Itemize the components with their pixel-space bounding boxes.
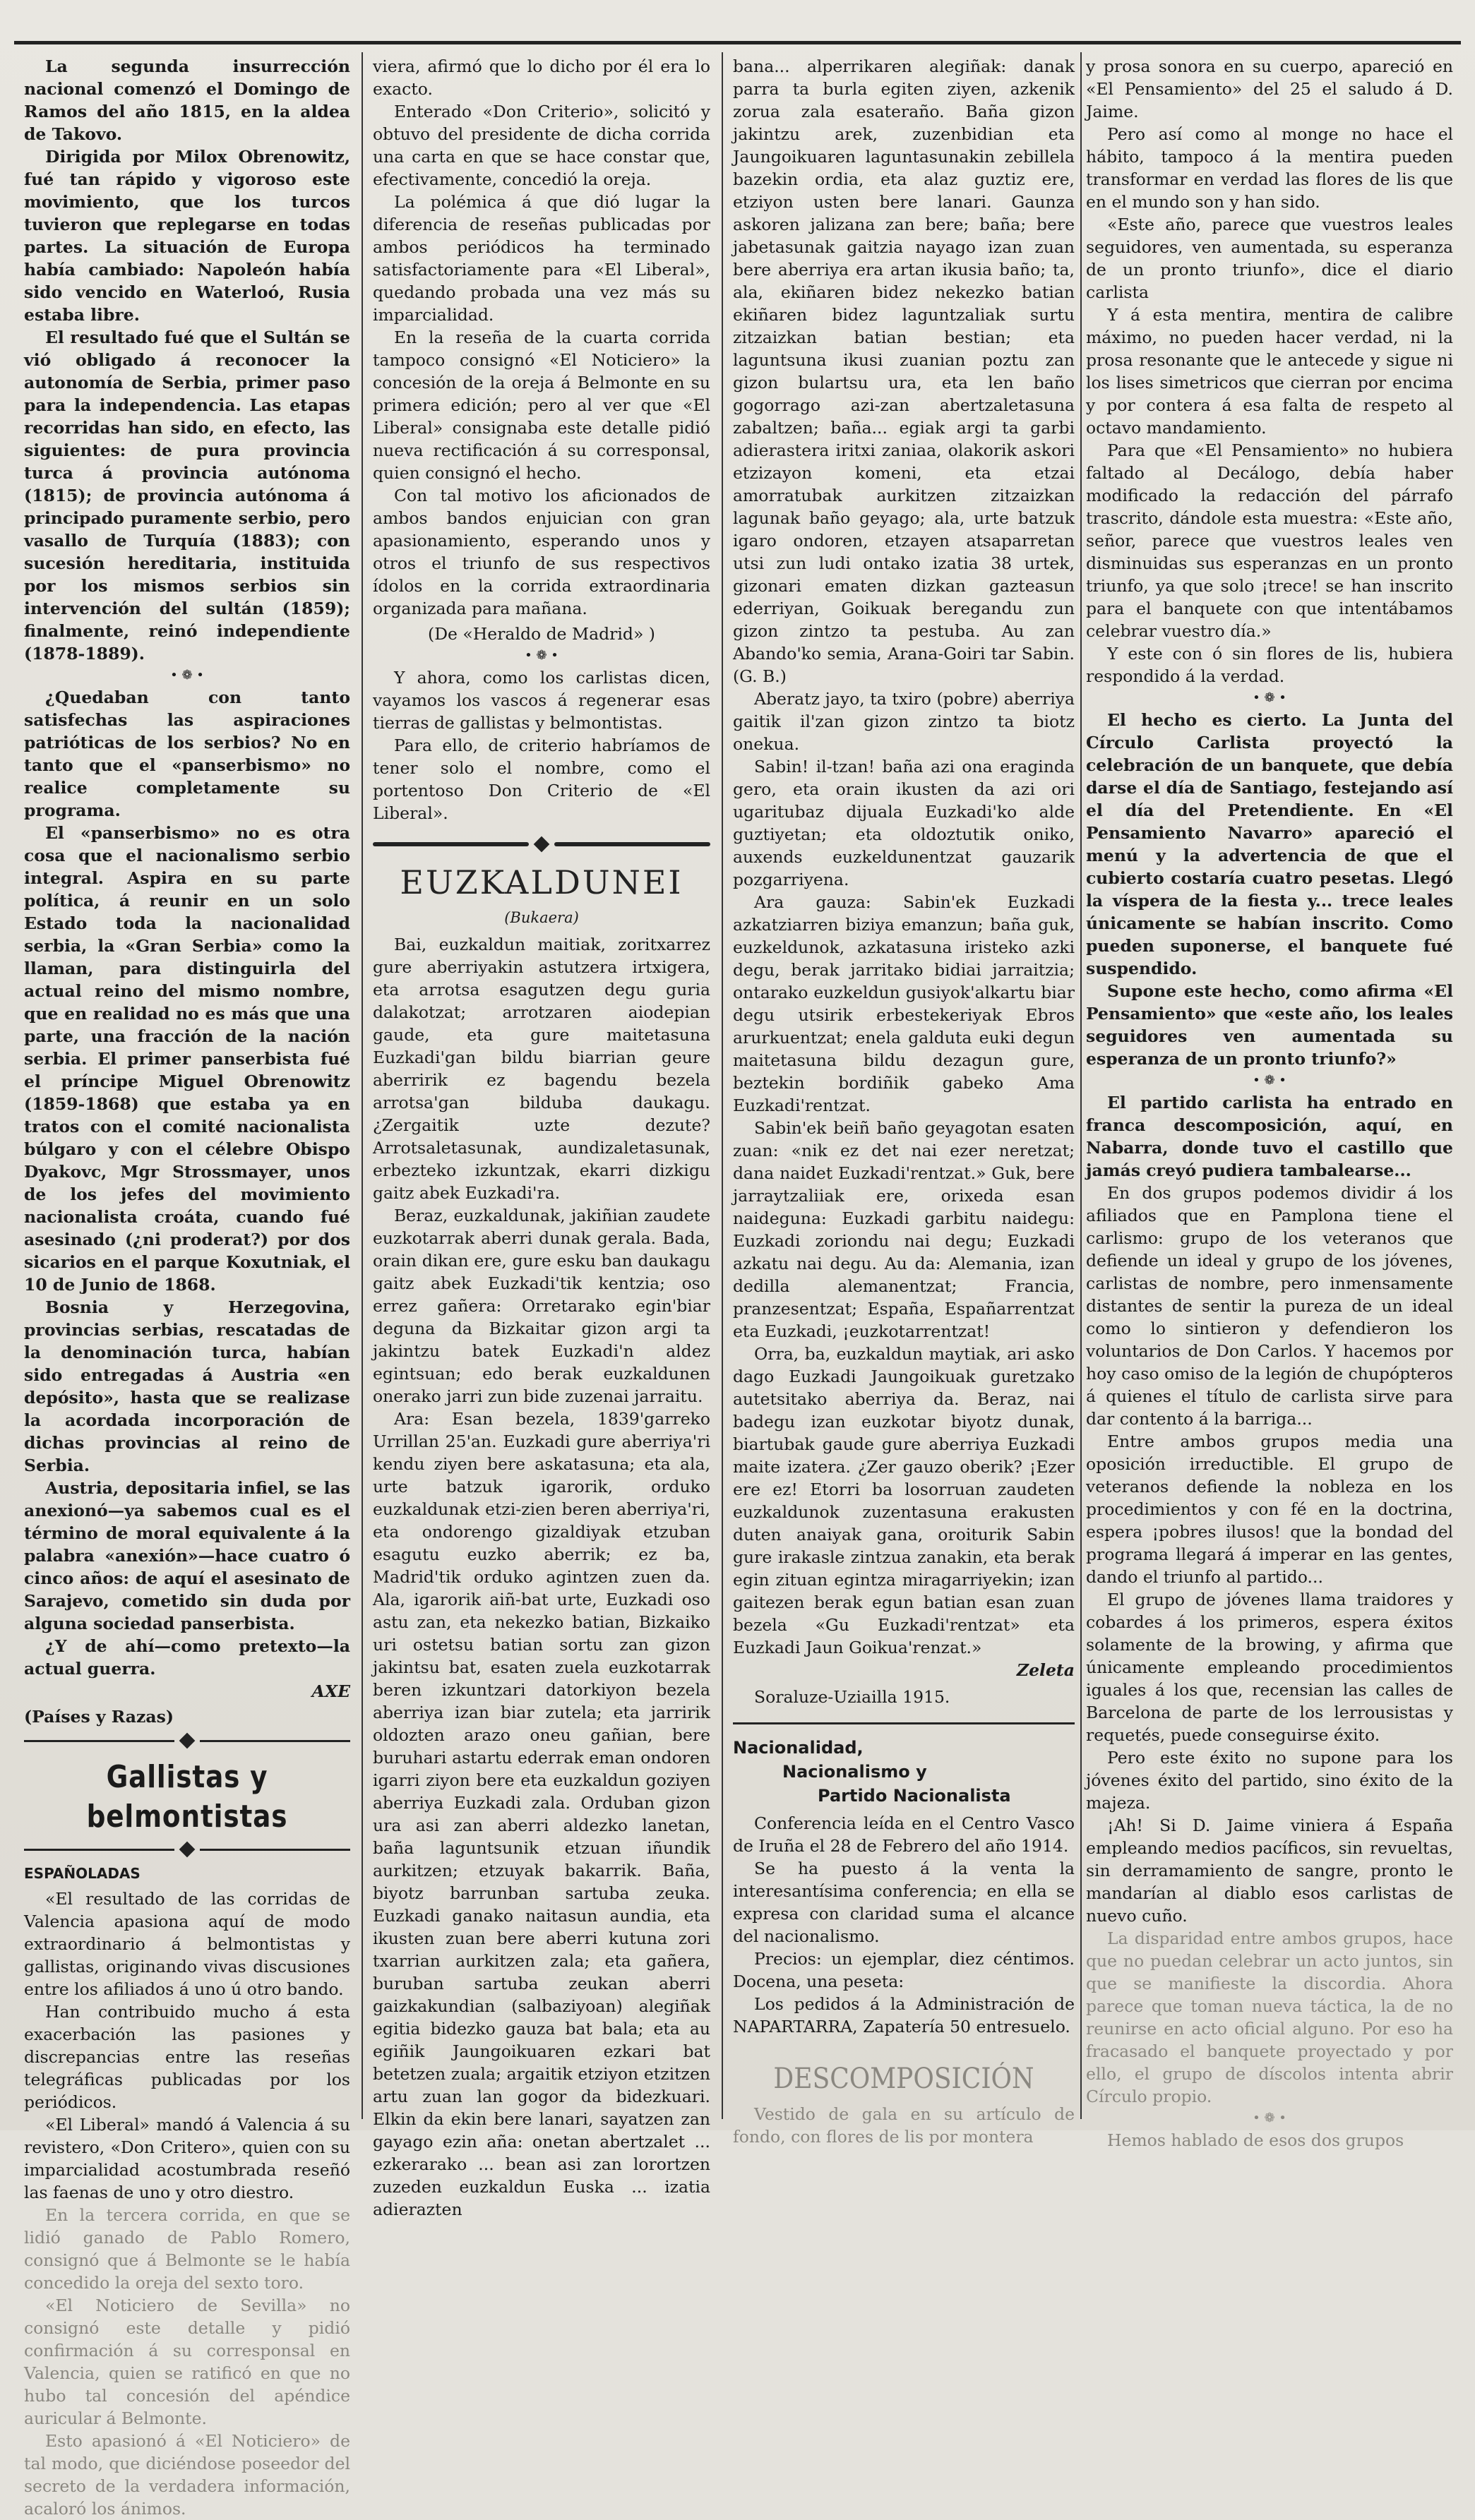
article-headline: Gallistas y belmontistas [86,1759,288,1835]
asterism-divider: • ❁ • [1253,2111,1286,2125]
paragraph: Entre ambos grupos media una oposición irreductible. El grupo de veteranos defiende la nobleza en los procedimientos y con fé en la doctrina, espera ¡pobres ilusos! que la bondad del programa llegará á imperar en las gentes, dando el triunfo al partido... [1086,1432,1453,1587]
paragraph: El hecho es cierto. La Junta del Círculo Carlista proyectó la celebración de un banquete, que debía darse el día de Santiago, festejando así el día del Pretendiente. En «El Pensamiento Navarro» apareció el menú y la advertencia de que el cubierto costaría cuatro pesetas. Llegó la víspera de la fiesta y... trece leales únicamente se habían inscrito. Como pueden suponerse, el banquete fué suspendido. [1086,710,1453,978]
announcement-title-line: Partido Nacionalista [818,1786,1011,1806]
ornament-divider [373,834,710,854]
paragraph: La segunda insurrección nacional comenzó el Domingo de Ramos del año 1815, en la aldea de Takovo. [24,56,350,144]
paragraph: Aberatz jayo, ta txiro (pobre) aberriya gaitik il'zan gizon zintzo ta biotz onekua. [733,689,1075,754]
paragraph: Han contribuido mucho á esta exacerbación las pasiones y discrepancias entre las reseñas telegráficas publicadas por los periódicos. [24,2002,350,2112]
column-1 [24,55,350,2519]
paragraph: Sabin'ek beiñ baño geyagotan esaten zuan: «nik ez det nai ezer neretzat; dana naidet Euzkadi'rentzat.» Guk, bere jarraytzaliiak ere, orixeda esan naideguna: Euzkadi garbitu naidegu: Euzkadi zoriondu nai degu; Euzkadi azkatu nai degu. Au da: Alemania, izan dedilla alemanentzat; Francia, pranzesentzat; España, Españarrentzat eta Euzkadi, ¡euzkotarrentzat! [733,1118,1075,1341]
paragraph: El resultado fué que el Sultán se vió obligado á reconocer la autonomía de Serbia, primer paso para la independencia. Las etapas recorridas han sido, en efecto, las siguientes: de pura provincia turca á provincia autónoma (1815); de provincia autónoma á principado puramente serbio, pero vasallo de Turquía (1883); con sucesión hereditaria, instituida por los mismos serbios sin intervención del sultán (1859); finalmente, reinó independiente (1878-1889). [24,328,350,664]
column-rule [1080,52,1082,2119]
paragraph: ¿Quedaban con tanto satisfechas las aspiraciones patrióticas de los serbios? No en tanto que el «panserbismo» no realice completamente su programa. [24,688,350,820]
paragraph: Vestido de gala en su artículo de fondo, con flores de lis por montera [733,2104,1075,2147]
paragraph: «El Liberal» mandó á Valencia á su revistero, «Don Critero», quien con su imparcialidad acostumbrada reseñó las faenas de uno y otro diestro. [24,2115,350,2202]
paragraph: Ara: Esan bezela, 1839'garreko Urrillan 25'an. Euzkadi gure aberriya'ri kendu ziyen bere askatasuna; eta ala, urte batzuk igarorik, orduko euzkaldunak etzi-zien beren aberriya'ri, eta ondorengo gizaldiyak etzuban esagutu euzko aberrik; ez ba, Madrid'tik orduko agintzen zuen da. Ala, igarorik aiñ-bat urte, Euzkadi oso astu zan, eta nekezko batian, Bizkaiko uri ostetsu batian sortu zan gizon jakintsu bat, esaten zuela euzkotarrak beren izkuntzari datorkiyon bezela aberriya izan biar zutela; eta jarririk oldozten arazo oneu gañian, bere buruhari astartu ederrak eman ondoren igarri ziyon bere eta euzkaldun goziyen aberriya Euzkadi zala. Orduban gizon ura asi zan aberri aldezko lanetan, baña laguntsunik etzuan iñundik aurkitzen; etzuyak bakarrik. Baña, biyotz barrunban sartuba zeuka. Euzkadi ganako naitasun aundia, eta ikusten zuan bere aberri kutuna zori txarrian aurkitzen zala; eta gañera, buruban sartuba zeukan aberri gaizkakundian (salbaziyoan) alegiñak egitia bidezko gauza bat bala; eta au egiñik Jaungoikuaren ezkari bat betetzen zuala; argaitik etziyon etzitzen artu zuan lan gogor da bidezkuari. Elkin da ekin bere lanari, sayatzen zan gayago ezin aña: onetan abertzalet ... ezkerarako ... bean asi zan lorortzen zuzeden euzkaldun Euska ... izatia adierazten [373,1409,710,2219]
paragraph: Y este con ó sin flores de lis, hubiera respondido á la verdad. [1086,644,1453,686]
paragraph: Supone este hecho, como afirma «El Pensamiento» que «este año, los leales seguidores ven aumentada su esperanza de un pronto triunfo?» [1086,981,1453,1069]
paragraph: Dirigida por Milox Obrenowitz, fué tan rápido y vigoroso este movimiento, que los turcos tuvieron que replegarse en todas partes. La situación de Europa había cambiado: Napoleón había sido vencido en Waterloó, Rusia estaba libre. [24,147,350,325]
paragraph: Sabin! il-tzan! baña azi ona eraginda gero, eta orain ikusten da azi ori ugaritubaz dijuala Euzkadi'ko alde guztiyetan; eta oldoztutik oniko, auxends euzkeldunentzat gauzarik pozgarriyena. [733,757,1075,889]
column-rule [722,52,723,2119]
column-3 [733,55,1075,2147]
article-subhead: (Bukaera) [504,909,579,926]
paragraph: Ara gauza: Sabin'ek Euzkadi azkatziarren biziya emanzun; baña guk, euzkeldunok, azkatasuna iristeko azki degu, berak jarritako bidiai jarraitzia; ontarako euzkeldun gusiyok'alkartu biar degu utsirik erbestekeriyak Ebros arurkuentzat; enela galduta euki degun maitetasuna bildu dezagun gure, beztekin bordiñik gabeko Ama Euzkadi'rentzat. [733,892,1075,1115]
paragraph: La polémica á que dió lugar la diferencia de reseñas publicadas por ambos periódicos ha terminado satisfactoriamente para «El Liberal», quedando probada una vez más su imparcialidad. [373,192,710,325]
source-credit: (Países y Razas) [24,1707,174,1727]
asterism-divider: • ❁ • [1253,690,1286,705]
paragraph: y prosa sonora en su cuerpo, apareció en «El Pensamiento» del 25 el saludo á D. Jaime. [1086,56,1453,121]
paragraph: «El Noticiero de Sevilla» no consignó este detalle y pidió confirmación á su corresponsal en Valencia, quien se ratificó en que no hubo tal concesión del apéndice auricular á Belmonte. [24,2296,350,2428]
paragraph: En la tercera corrida, en que se lidió ganado de Pablo Romero, consignó que á Belmonte se le había concedido la oreja del sexto toro. [24,2205,350,2293]
announcement-title [733,1736,1075,1808]
author-signature: Zeleta [1016,1660,1075,1680]
paragraph: Enterado «Don Criterio», solicitó y obtuvo del presidente de dicha corrida una carta en que se hace constar que, efectivamente, concedió la oreja. [373,102,710,189]
paragraph: bana... alperrikaren alegiñak: danak parra ta burla egiten ziyen, azkenik zorua zala esateraño. Baña gizon jakintzu arek, zuzenbidian eta Jaungoikuaren laguntasunakin zebillela bazekin ordia, eta alaz guztiz ere, etziyon usten bere lanari. Gaunza askoren jalizana zan bere; baña; bere jabetasunak gaitzia nayago izan zuan bere aberriya era artan ikusia baño; ta, ala, ekiñaren bidez nekezko batian ekiñaren bidez laguntzaliak surtu zitzaizkan batian bestian; eta laguntsuna ikusi zuanian poztu zan gizon bulartsu ura, eta len baño gogorrago azi-zan abertzaletasuna zabaltzen; baña... egiak argi ta garbi adierastera iritxi zaniaa, olakorik askori etzizayon komeni, eta etzai amorratubak aurkitzen zitzaizkan lagunak baño geyago; ala, urte batzuk igaro ondoren, etzayen atsaparretan utsi zun ludi ontako izatia 38 urtek, gizonari ematen dizkan gazteasun ederriyan, Goikuak beregandu zun gizon zintzo ta pestuba. Au zan Abando'ko semia, Arana-Goiri tar Sabin. (G. B.) [733,56,1075,686]
paragraph: En la reseña de la cuarta corrida tampoco consignó «El Noticiero» la concesión de la oreja á Belmonte en su primera edición; pero al ver que «El Liberal» consignaba este detalle pidió nueva rectificación á su corresponsal, quien consignó el hecho. [373,328,710,483]
section-label: ESPAÑOLADAS [24,1865,141,1882]
paragraph: Para que «El Pensamiento» no hubiera faltado al Decálogo, debía haber modificado la redacción del párrafo trascrito, dándole esta muestra: «Este año, señor, parece que vuestros leales ven disminuidas sus esperanzas en un pronto triunfo, ya que solo ¡trece! se han inscrito para el banquete con que intentábamos celebrar vuestro día.» [1086,440,1453,641]
paragraph: El «panserbismo» no es otra cosa que el nacionalismo serbio integral. Aspira en su parte política, á reunir en un solo Estado toda la nacionalidad serbia, la «Gran Serbia» como la llaman, para distinguirla del actual reino del mismo nombre, que en realidad no es más que una parte, una fracción de la nación serbia. El primer panserbista fué el príncipe Miguel Obrenowitz (1859-1868) que estaba ya en tratos con el comité nacionalista búlgaro y con el célebre Obispo Dyakovc, Mgr Strossmayer, unos de los jefes del movimiento nacionalista croáta, cuando fué asesinado (¿ni proderat?) por dos sicarios en el parque Koxutniak, el 10 de Junio de 1868. [24,823,350,1295]
dateline: Soraluze-Uziailla 1915. [754,1687,950,1707]
author-signature: AXE [311,1681,350,1701]
announcement-title-line: Nacionalidad, [733,1738,864,1758]
paragraph: La disparidad entre ambos grupos, hace que no puedan celebrar un acto juntos, sin que se manifieste la discordia. Ahora parece que toman nueva táctica, la de no reunirse en acto oficial alguno. Por eso ha fracasado el banquete proyectado y por ello, el grupo de díscolos intenta abrir Círculo propio. [1086,1928,1453,2106]
paragraph: Y ahora, como los carlistas dicen, vayamos los vascos á regenerar esas tierras de gallistas y belmontistas. [373,668,710,733]
paragraph: Orra, ba, euzkaldun maytiak, ari asko dago Euzkadi Jaungoikuak guretzako autetsitako aberriya da. Beraz, nai badegu izan euzkotar biyotz dunak, biartubak gaude gure aberriya Euzkadi maite izatera. ¿Zer gauzo oberik? ¡Ezer ere ez! Etorri ba losorruan zaudeten euzkaldunok zuzentasuna erakusten duten anaiyak gana, oroiturik Sabin gure irakasle zintzua zanakin, eta berak egin zituan egintza miragarriyekin; izan gaitezen berak egun batian esan zuan bezela «Gu Euzkadi'rentzat» eta Euzkadi Jaun Goikua'renzat.» [733,1344,1075,1657]
top-rule [14,41,1461,44]
article-headline: EUZKALDUNEI [400,863,683,901]
paragraph: El partido carlista ha entrado en franca descomposición, aquí, en Nabarra, donde tuvo el castillo que jamás creyó pudiera tambalearse... [1086,1093,1453,1180]
paragraph: Hemos hablado de esos dos grupos [1107,2130,1404,2150]
paragraph: Los pedidos á la Administración de NAPARTARRA, Zapatería 50 entresuelo. [733,1994,1075,2036]
paragraph: Precios: un ejemplar, diez céntimos. Docena, una peseta: [733,1949,1075,1991]
paragraph: Beraz, euzkaldunak, jakiñian zaudete euzkotarrak aberri dunak gerala. Bada, orain dikan ere, gure esku ban daukagu gaitz abek Euzkadi'tik kentzia; oso errez gañera: Orretarako egin'biar deguna da Bizkaitar gizon argi ta jakintzu batek Euzkadi'n aldez egintsuan; edo berak euzkaldunen onerako jarri zun bide zuzenai jarraitu. [373,1206,710,1406]
column-4 [1086,55,1453,2150]
asterism-divider: • ❁ • [525,648,559,663]
paragraph: En dos grupos podemos dividir á los afiliados que en Pamplona tiene el carlismo: grupo de los veteranos que defiende un ideal y grupo de los jóvenes, carlistas de nombre, pero inmensamente distantes de sentir la pureza de un ideal como lo sintieron y defendieron los voluntarios de Don Carlos. Y hacemos por hoy caso omiso de la legión de chupópteros á quienes el título de carlista sirve para dar contento á la barriga... [1086,1183,1453,1429]
source-credit: (De «Heraldo de Madrid» ) [428,624,655,644]
paragraph: Y á esta mentira, mentira de calibre máximo, no pueden hacer verdad, ni la prosa resonante que le antecede y sigue ni los lises simetricos que cierran por encima y por contera á esa falta de respeto al octavo mandamiento. [1086,305,1453,438]
paragraph: «El resultado de las corridas de Valencia apasiona aquí de modo extraordinario á belmontistas y gallistas, originando vivas discusiones entre los afiliados á uno ú otro bando. [24,1889,350,1999]
article-headline: DESCOMPOSICIÓN [773,2063,1034,2095]
paragraph: Con tal motivo los aficionados de ambos bandos enjuician con gran apasionamiento, esperando unos y otros el triunfo de sus respectivos ídolos en la corrida extraordinaria organizada para mañana. [373,486,710,618]
paragraph: Se ha puesto á la venta la interesantísima conferencia; en ella se expresa con claridad suma el alcance del nacionalismo. [733,1859,1075,1946]
asterism-divider: • ❁ • [1253,1073,1286,1088]
paragraph: El grupo de jóvenes llama traidores y cobardes á los primeros, espera éxitos solamente de la browing, y afirma que únicamente empleando procedimientos iguales á los que, recensian las calles de Barcelona de parte de los lerrousistas y requetés, puede conseguirse éxito. [1086,1590,1453,1745]
paragraph: Pero así como al monge no hace el hábito, tampoco á la mentira pueden transformar en verdad las flores de lis que en el mundo son y han sido. [1086,124,1453,212]
paragraph: ¡Ah! Si D. Jaime viniera á España empleando medios pacíficos, sin revueltas, sin derramamiento de sangre, pronto le mandarían al diablo esos carlistas de nuevo cuño. [1086,1816,1453,1926]
paragraph: ¿Y de ahí—como pretexto—la actual guerra. [24,1636,350,1679]
announcement-title-line: Nacionalismo y [782,1762,927,1782]
paragraph: Bai, euzkaldun maitiak, zoritxarrez gure aberriyakin astutzera irtxigera, eta arrotsa esagutzen degu guria dalakotzat; arrotzaren aiodepian gaude, eta gure maitetasuna Euzkadi'gan bildu biarrian geure aberririk ez bagendu bezela arrotsa'gan bilduba daukagu. ¿Zergaitik uzte dezute? Arrotsaletasunak, aundizaletasunak, erbezteko izkuntzak, ekarri dizkigu gaitz abek Euzkadi'ra. [373,935,710,1203]
paragraph: Austria, depositaria infiel, se las anexionó—ya sabemos cual es el término de moral equivalente á la palabra «anexión»—hace cuatro ó cinco años: de aquí el asesinato de Sarajevo, cometido sin duda por alguna sociedad panserbista. [24,1478,350,1633]
column-2 [373,55,710,2219]
column-rule [362,52,363,2119]
paragraph: Esto apasionó á «El Noticiero» de tal modo, que diciéndose poseedor del secreto de la verdadera información, acaloró los ánimos. [24,2431,350,2519]
paragraph: Conferencia leída en el Centro Vasco de Iruña el 28 de Febrero del año 1914. [733,1813,1075,1856]
ornament-divider [24,1732,350,1749]
asterism-divider: • ❁ • [170,668,204,683]
paragraph: viera, afirmó que lo dicho por él era lo exacto. [373,56,710,99]
paragraph: Para ello, de criterio habríamos de tener solo el nombre, como el portentoso Don Criterio de «El Liberal». [373,736,710,823]
section-rule [733,1722,1075,1724]
ornament-divider [24,1841,350,1858]
paragraph: Pero este éxito no supone para los jóvenes éxito del partido, sino éxito de la majeza. [1086,1748,1453,1813]
paragraph: «Este año, parece que vuestros leales seguidores, ven aumentada, su esperanza de un pronto triunfo», dice el diario carlista [1086,215,1453,302]
paragraph: Bosnia y Herzegovina, provincias serbias, rescatadas de la denominación turca, habían sido entregadas á Austria «en depósito», hasta que se realizase la acordada incorporación de dichas provincias al reino de Serbia. [24,1297,350,1475]
